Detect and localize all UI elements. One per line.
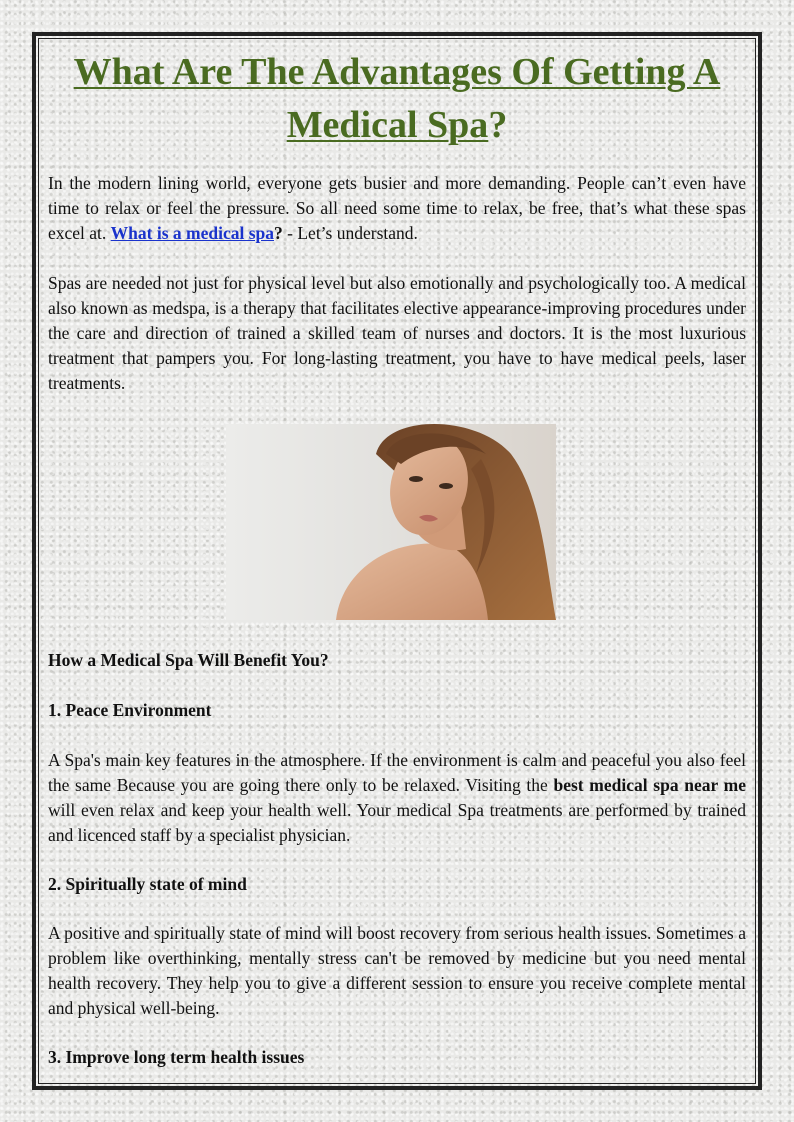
what-is-medical-spa-link[interactable]: What is a medical spa xyxy=(110,223,275,243)
section2-heading: 2. Spiritually state of mind xyxy=(48,874,247,894)
intro-text: In the modern lining world, everyone gets busier and more demanding. People can’t even have time to relax or feel the pressure. So all need some time to relax, be free, that’s what these spas excel at. xyxy=(48,173,746,243)
intro-paragraph xyxy=(48,171,746,246)
portrait-illustration xyxy=(226,424,556,620)
intro-text-after: - Let’s understand. xyxy=(282,223,418,243)
section3-heading: 3. Improve long term health issues xyxy=(48,1047,305,1067)
page-title-underlined: Medical Spa xyxy=(286,104,489,146)
page-title-suffix: ? xyxy=(488,104,508,146)
photo-container xyxy=(48,424,746,620)
woman-portrait-image xyxy=(226,424,556,620)
page-title-line1: What Are The Advantages Of Getting A xyxy=(73,51,721,93)
section1-bold-keyword: best medical spa near me xyxy=(553,775,747,795)
intro-bold-mark: ? xyxy=(274,223,283,243)
document-content xyxy=(48,46,746,1070)
section2-paragraph: A positive and spiritually state of mind will boost recovery from serious health issues. Sometimes a problem like overthinking, mentally stress can't be removed by medicine but you need mental health recovery. They help you to give a different session to ensure you receive complete mental and physical well-being. xyxy=(48,923,746,1018)
page-title xyxy=(48,46,746,152)
section1-heading: 1. Peace Environment xyxy=(48,700,212,720)
medspa-paragraph: Spas are needed not just for physical level but also emotionally and psychologically too. A medical also known as medspa, is a therapy that facilitates elective appearance-improving procedures under the care and direction of trained a skilled team of nurses and doctors. It is the most luxurious treatment that pampers you. For long-lasting treatment, you have to have medical peels, laser treatments. xyxy=(48,273,746,393)
section1-text: A Spa's main key features in the atmosphere. If the environment is calm and peaceful you also feel the same Because you are going there only to be relaxed. Visiting the xyxy=(48,750,746,795)
benefit-heading: How a Medical Spa Will Benefit You? xyxy=(48,650,329,670)
section1-paragraph xyxy=(48,748,746,848)
section1-text-after: will even relax and keep your health well. Your medical Spa treatments are performed by trained and licenced staff by a specialist physician. xyxy=(48,800,746,845)
